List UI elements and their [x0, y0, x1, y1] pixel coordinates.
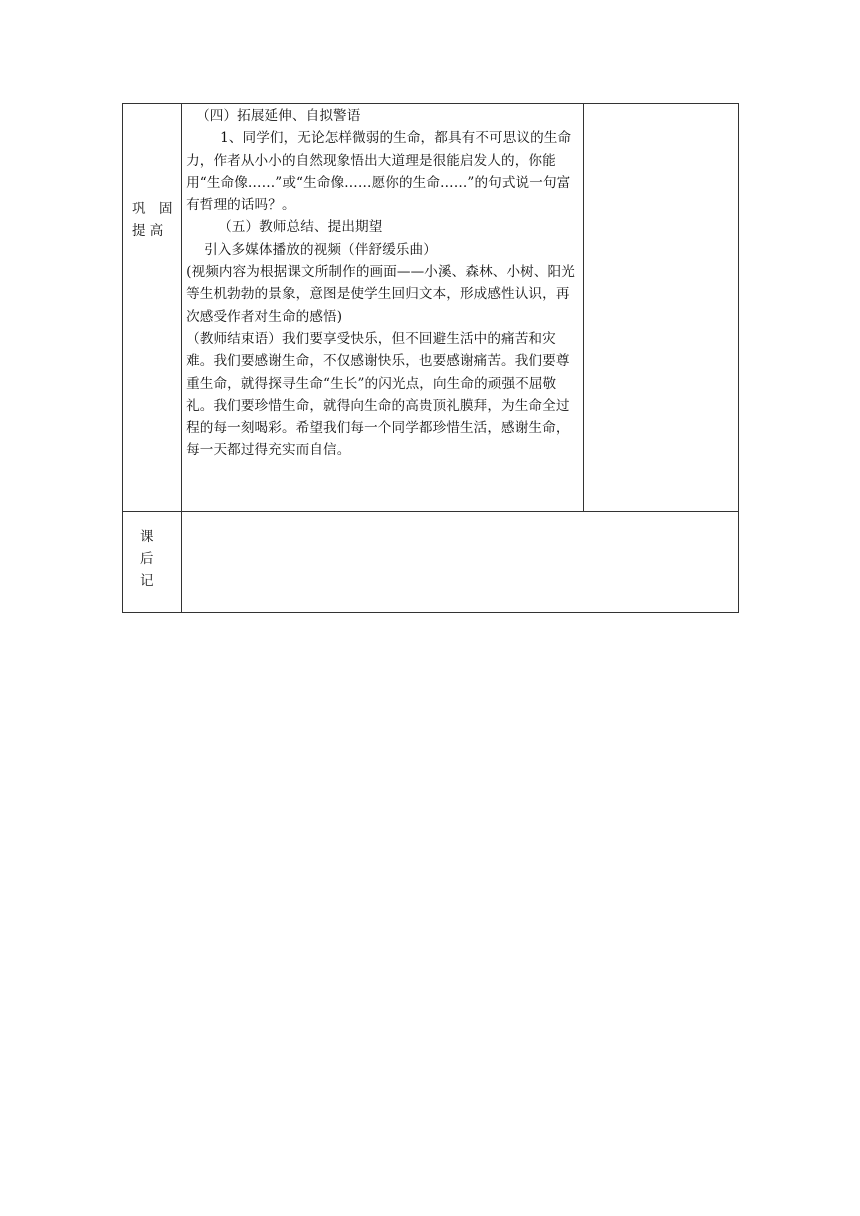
section-heading-5: （五）教师总结、提出期望 — [218, 219, 383, 236]
section-heading-4: （四）拓展延伸、自拟警语 — [196, 108, 361, 124]
paragraph-conclusion: （教师结束语）我们要享受快乐，但不回避生活中的痛苦和灾难。我们要感谢生命，不仅感谢快乐，也要感谢痛苦。我们要尊重生命，就得探寻生命“生长”的闪光点，向生命的顽强不屈敬礼。我们要珍惜生命，就得向生命的高贵顶礼膜拜，为生命全过程的每一刻喝彩。希望我们每一个同学都珍惜生活，感谢生命，每一天都过得充实而自信。 — [186, 330, 570, 459]
consolidate-label — [123, 198, 182, 242]
consolidate-label-line-1: 巩 固 — [132, 201, 173, 217]
consolidate-content-cell — [182, 104, 584, 512]
after-class-label-char-2: 后 — [140, 551, 154, 567]
paragraph-1-text: 1、同学们，无论怎样微弱的生命，都具有不可思议的生命力，作者从小小的自然现象悟出大道理是很能启发人的，你能用“生命像……”或“生命像……愿你的生命……”的句式说一句富有哲理的话吗？。 — [186, 130, 572, 214]
after-class-label-char-1: 课 — [140, 529, 154, 545]
after-class-row — [123, 512, 739, 613]
consolidate-label-line-2: 提 高 — [132, 223, 164, 239]
consolidate-notes-cell — [583, 104, 738, 512]
after-class-label-char-3: 记 — [140, 573, 154, 589]
paragraph-1 — [186, 127, 579, 216]
consolidate-label-cell — [123, 104, 182, 512]
paragraph-video: 引入多媒体播放的视频（伴舒缓乐曲） — [204, 241, 437, 258]
after-class-notes-cell — [182, 512, 739, 613]
paragraph-video-description: (视频内容为根据课文所制作的画面——小溪、森林、小树、阳光等生机勃勃的景象，意图是使学生回归文本，形成感性认识，再次感受作者对生命的感悟) — [186, 264, 575, 325]
after-class-label-cell — [123, 512, 182, 613]
lesson-plan-table — [122, 103, 739, 613]
consolidate-row — [123, 104, 739, 512]
after-class-label — [123, 526, 182, 592]
